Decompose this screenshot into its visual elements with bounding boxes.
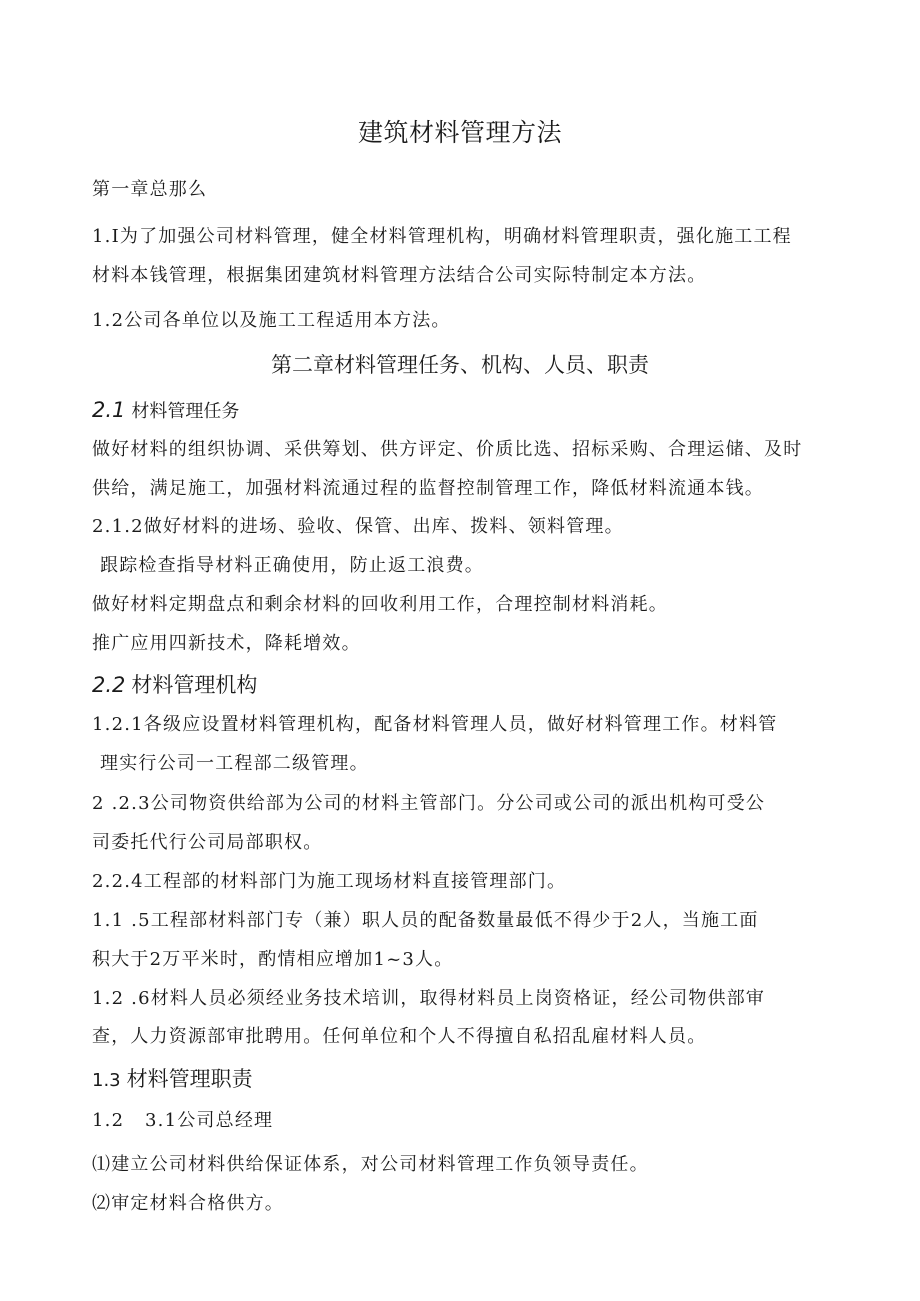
section-2-2-title: 材料管理机构 [131, 673, 258, 697]
section-2-2-heading [92, 671, 257, 699]
paragraph-2-2-5-line2: 积大于2万平米时，酌情相应增加1~3人。 [92, 949, 454, 970]
section-1-3-number: 1.3 [92, 1070, 121, 1091]
section-2-1-number: 2.1 [92, 398, 126, 422]
section-2-1-title: 材料管理任务 [131, 401, 240, 422]
paragraph-1-1-line2: 材料本钱管理，根据集团建筑材料管理方法结合公司实际特制定本方法。 [92, 265, 707, 286]
paragraph-2-2-4: 2.2.4工程部的材料部门为施工现场材料直接管理部门。 [92, 871, 567, 892]
section-1-3-title: 材料管理职责 [126, 1067, 253, 1091]
paragraph-2-2-5-line1: 1.1 .5工程部材料部门专（兼）职人员的配备数量最低不得少于2人，当施工面 [92, 910, 759, 931]
chapter-2-heading: 第二章材料管理任务、机构、人员、职责 [271, 353, 649, 377]
paragraph-1-1-line1: 1.I为了加强公司材料管理，健全材料管理机构，明确材料管理职责，强化施工工程 [92, 226, 792, 247]
paragraph-2-2-6-line1: 1.2 .6材料人员必须经业务技术培训，取得材料员上岗资格证，经公司物供部审 [92, 988, 766, 1009]
paragraph-2-1-2: 2.1.2做好材料的进场、验收、保管、出库、拨料、领料管理。 [92, 516, 624, 537]
paragraph-tracking: 跟踪检查指导材料正确使用，防止返工浪费。 [100, 555, 484, 576]
duty-item-1: ⑴建立公司材料供给保证体系，对公司材料管理工作负领导责任。 [92, 1154, 649, 1175]
paragraph-2-2-6-line2: 查，人力资源部审批聘用。任何单位和个人不得擅自私招乱雇材料人员。 [92, 1026, 707, 1047]
duty-item-2: ⑵审定材料合格供方。 [92, 1193, 284, 1214]
paragraph-2-2-3-line1: 2 .2.3公司物资供给部为公司的材料主管部门。分公司或公司的派出机构可受公 [92, 793, 766, 814]
paragraph-2-2-3-line2: 司委托代行公司局部职权。 [92, 832, 323, 853]
section-2-1-heading [92, 396, 239, 426]
paragraph-2-2-1-line2: 理实行公司一工程部二级管理。 [100, 753, 369, 774]
paragraph-2-2-1-line1: 1.2.1各级应设置材料管理机构，配备材料管理人员，做好材料管理工作。材料管 [92, 714, 778, 735]
paragraph-promotion: 推广应用四新技术，降耗增效。 [92, 633, 361, 654]
paragraph-tasks-line1: 做好材料的组织协调、采供筹划、供方评定、价质比选、招标采购、合理运储、及时 [92, 439, 803, 460]
paragraph-inventory: 做好材料定期盘点和剩余材料的回收利用工作，合理控制材料消耗。 [92, 594, 668, 615]
paragraph-3-1: 1.2 3.1公司总经理 [92, 1110, 274, 1131]
paragraph-1-2: 1.2公司各单位以及施工工程适用本方法。 [92, 310, 451, 331]
chapter-1-heading: 第一章总那么 [92, 179, 208, 200]
paragraph-tasks-line2: 供给，满足施工，加强材料流通过程的监督控制管理工作，降低材料流通本钱。 [92, 478, 764, 499]
section-1-3-heading [92, 1065, 253, 1095]
section-2-2-number: 2.2 [92, 673, 126, 697]
document-title: 建筑材料管理方法 [357, 118, 562, 147]
